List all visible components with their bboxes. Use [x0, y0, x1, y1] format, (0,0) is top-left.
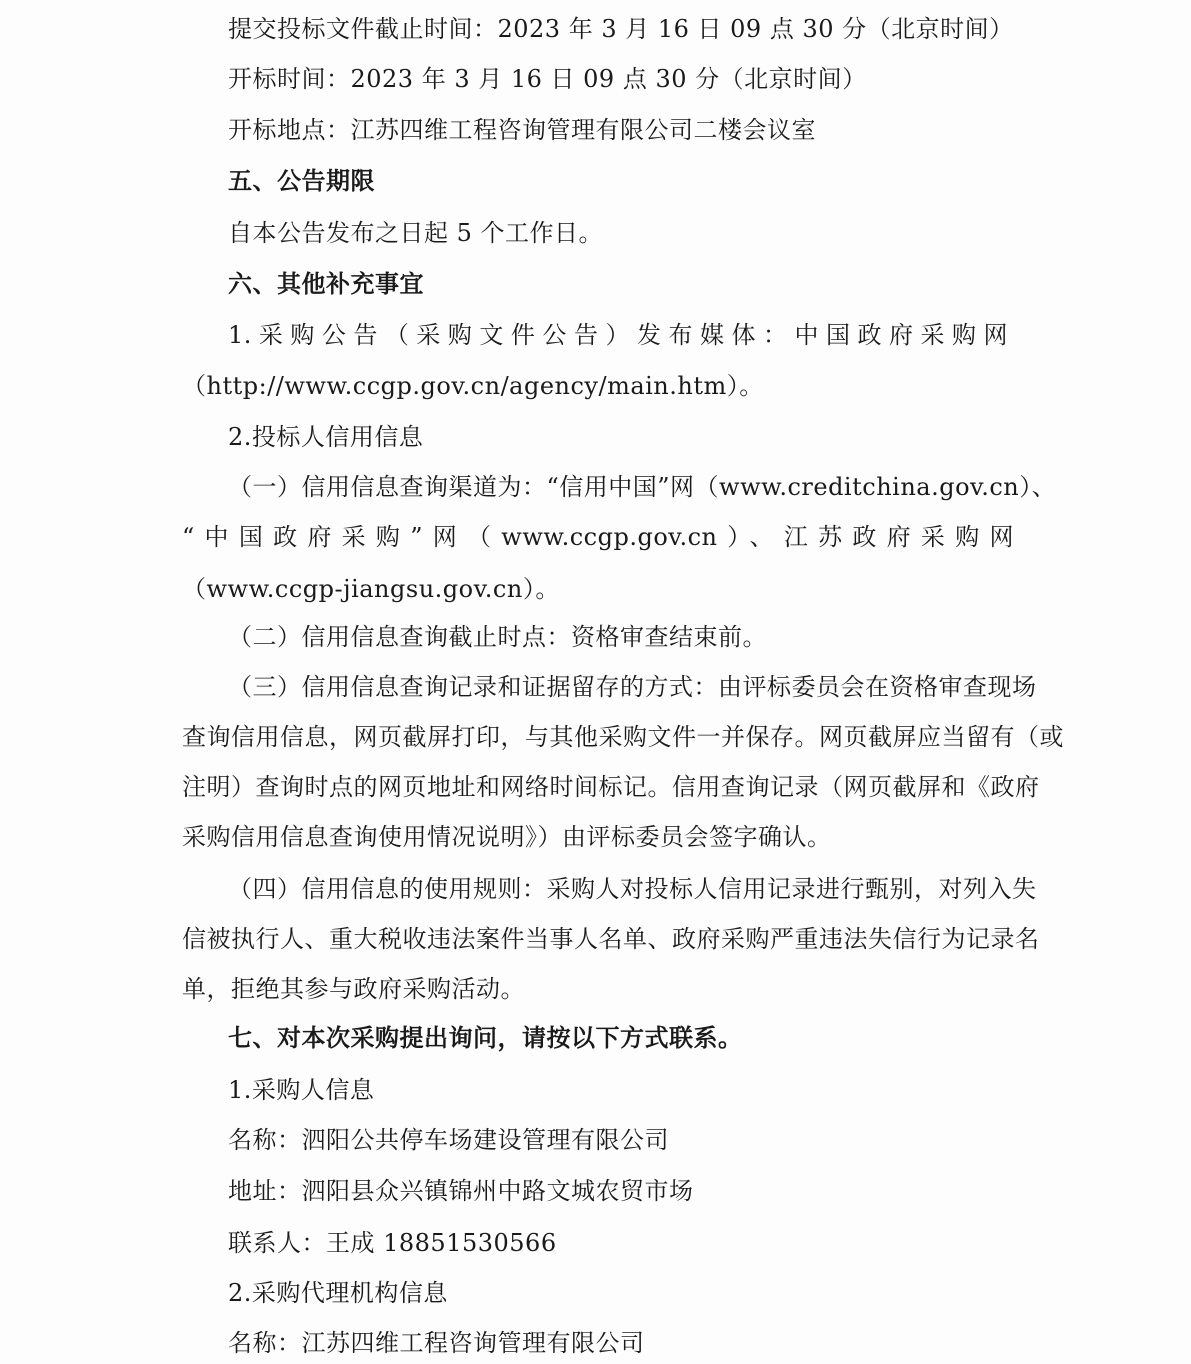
opening-time-line: 开标时间：2023 年 3 月 16 日 09 点 30 分（北京时间） — [228, 65, 867, 93]
media-url-line: （http://www.ccgp.gov.cn/agency/main.htm）。 — [182, 372, 764, 400]
agency-info-heading: 2.采购代理机构信息 — [228, 1279, 448, 1307]
agency-name: 名称：江苏四维工程咨询管理有限公司 — [228, 1329, 645, 1357]
opening-location-line: 开标地点：江苏四维工程咨询管理有限公司二楼会议室 — [228, 116, 816, 144]
purchaser-contact: 联系人：王成 18851530566 — [228, 1229, 557, 1257]
section-7-heading: 七、对本次采购提出询问，请按以下方式联系。 — [228, 1024, 743, 1052]
credit-rule-line-3: 单，拒绝其参与政府采购活动。 — [182, 975, 525, 1003]
purchaser-address: 地址：泗阳县众兴镇锦州中路文城农贸市场 — [228, 1177, 694, 1205]
credit-rule-line-2: 信被执行人、重大税收违法案件当事人名单、政府采购严重违法失信行为记录名 — [182, 925, 1040, 953]
credit-channel-line-2: “中国政府采购”网（www.ccgp.gov.cn）、江苏政府采购网 — [182, 523, 1014, 551]
notice-period-text: 自本公告发布之日起 5 个工作日。 — [228, 219, 604, 247]
credit-info-heading: 2.投标人信用信息 — [228, 423, 424, 451]
credit-channel-line-1: （一）信用信息查询渠道为：“信用中国”网（www.creditchina.gov.cn）、 — [228, 473, 1057, 501]
purchaser-info-heading: 1.采购人信息 — [228, 1076, 375, 1104]
credit-deadline-line: （二）信用信息查询截止时点：资格审查结束前。 — [228, 623, 767, 651]
media-line: 1.采购公告（采购文件公告）发布媒体：中国政府采购网 — [228, 321, 1008, 349]
credit-record-line-4: 采购信用信息查询使用情况说明》）由评标委员会签字确认。 — [182, 823, 832, 851]
credit-channel-line-3: （www.ccgp-jiangsu.gov.cn）。 — [182, 575, 560, 603]
credit-rule-line-1: （四）信用信息的使用规则：采购人对投标人信用记录进行甄别，对列入失 — [228, 875, 1037, 903]
credit-record-line-3: 注明）查询时点的网页地址和网络时间标记。信用查询记录（网页截屏和《政府 — [182, 773, 1040, 801]
credit-record-line-2: 查询信用信息，网页截屏打印，与其他采购文件一并保存。网页截屏应当留有（或 — [182, 723, 1064, 751]
section-6-heading: 六、其他补充事宜 — [228, 270, 424, 298]
bid-deadline-line: 提交投标文件截止时间：2023 年 3 月 16 日 09 点 30 分（北京时间） — [228, 15, 1014, 43]
purchaser-name: 名称：泗阳公共停车场建设管理有限公司 — [228, 1126, 669, 1154]
credit-record-line-1: （三）信用信息查询记录和证据留存的方式：由评标委员会在资格审查现场 — [228, 673, 1037, 701]
section-5-heading: 五、公告期限 — [228, 167, 375, 195]
